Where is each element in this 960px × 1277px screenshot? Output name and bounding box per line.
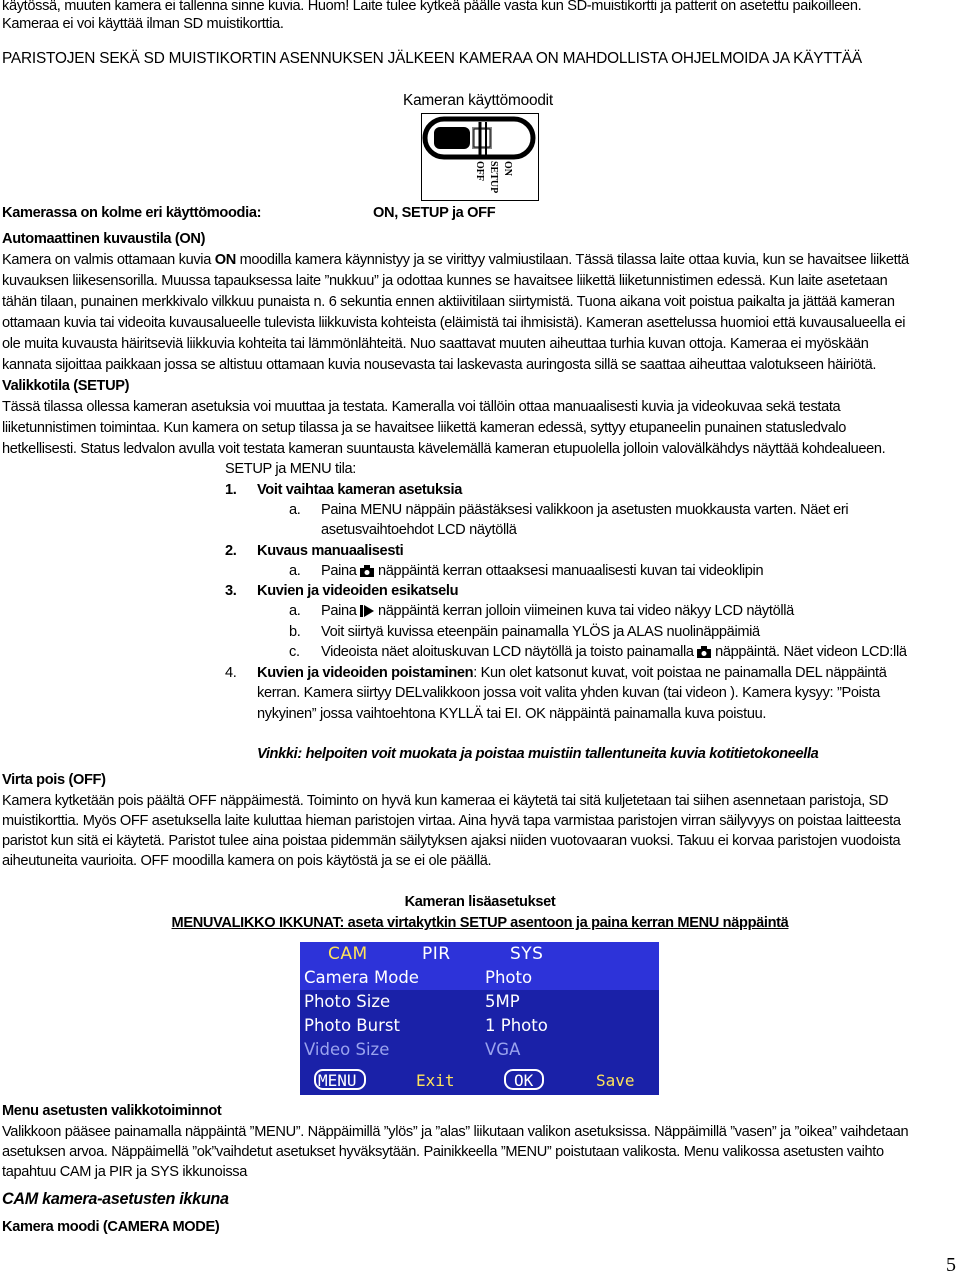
list-item-title: Kuvien ja videoiden esikatselu bbox=[257, 583, 459, 599]
text-line: asetuksen arvoa. Näppäimellä ”ok”vaihdetut asetukset hyväksytään. Painikkeella ”MENU” poistutaan valikosta. Menu valikossa asetusten vaihto bbox=[2, 1144, 884, 1160]
list-number: 1. bbox=[225, 482, 237, 498]
setting-label: Camera Mode bbox=[304, 968, 419, 987]
text-line: muistikorttia. Myös OFF asetuksella laite kuluttaa hieman paristojen virtaa. Aina hyvä tapa varmistaa paristojen virran säilyvyys on poistaa laitteesta bbox=[2, 813, 901, 829]
list-number: 4. bbox=[225, 665, 237, 681]
camera-mode-heading: Kamera moodi (CAMERA MODE) bbox=[2, 1219, 220, 1235]
text-line: ottamaan kuvia tai videoita kuvausalueelle tulevista liikkuvista kohteista (eläimistä tai ihmisistä). Kameran asettelussa huomioi että kuvausalueella ei bbox=[2, 315, 906, 331]
setup-menu-title: SETUP ja MENU tila: bbox=[225, 461, 356, 477]
list-letter: a. bbox=[289, 603, 301, 619]
mode-switch-image bbox=[421, 113, 539, 201]
menu-functions-heading: Menu asetusten valikkotoiminnot bbox=[2, 1103, 222, 1119]
extra-subtitle: MENUVALIKKO IKKUNAT: aseta virtakytkin SETUP asentoon ja paina kerran MENU näppäintä bbox=[171, 915, 789, 931]
setting-label: Video Size bbox=[304, 1040, 390, 1059]
switch-label-setup: SETUP bbox=[488, 161, 499, 194]
cam-window-heading: CAM kamera-asetusten ikkuna bbox=[2, 1190, 229, 1208]
list-letter: c. bbox=[289, 644, 300, 660]
camera-menu-screen bbox=[300, 942, 659, 1095]
setting-label: Photo Size bbox=[304, 992, 391, 1011]
list-item-text: Paina näppäintä kerran jolloin viimeinen kuva tai video näkyy LCD näytöllä bbox=[321, 603, 794, 619]
text-line: aiheutuneita vaurioita. OFF moodilla kamera on pois käytöstä ja se ei ole päällä. bbox=[2, 853, 492, 869]
switch-label-off: OFF bbox=[474, 161, 485, 181]
list-letter: b. bbox=[289, 624, 301, 640]
text-line: ole muita kuvausta häiritseviä liikkuvia kohteita tai lämmönlähteitä. Nuo saattavat muuten aiheuttaa turhia kuvan ottoja. Kameraa ei myöskään bbox=[2, 336, 869, 352]
on-heading: Automaattinen kuvaustila (ON) bbox=[2, 231, 206, 247]
slider-switch-icon bbox=[422, 114, 537, 199]
menu-settings-list bbox=[300, 966, 659, 1066]
menu-footer bbox=[300, 1066, 659, 1095]
list-letter: a. bbox=[289, 563, 301, 579]
tip-text: Vinkki: helpoiten voit muokata ja poistaa muistiin tallentuneita kuvia kotitietokoneella bbox=[257, 746, 819, 762]
page-number: 5 bbox=[946, 1254, 956, 1276]
camera-icon bbox=[360, 565, 374, 577]
list-item-text: asetusvaihtoehdot LCD näytöllä bbox=[321, 522, 517, 538]
setting-value: Photo bbox=[485, 968, 533, 987]
modes-list: ON, SETUP ja OFF bbox=[373, 205, 496, 221]
list-number: 2. bbox=[225, 543, 237, 559]
list-item-text: Videoista näet aloituskuvan LCD näytöllä ja toisto painamalla näppäintä. Näet videon LCD:llä bbox=[321, 644, 907, 660]
setup-heading: Valikkotila (SETUP) bbox=[2, 378, 130, 394]
ok-key-label[interactable]: OK bbox=[514, 1071, 534, 1090]
modes-intro: Kamerassa on kolme eri käyttömoodia: bbox=[2, 205, 262, 221]
menu-key-label[interactable]: MENU bbox=[318, 1071, 357, 1090]
setting-label: Photo Burst bbox=[304, 1016, 400, 1035]
section-heading: PARISTOJEN SEKÄ SD MUISTIKORTIN ASENNUKSEN JÄLKEEN KAMERAA ON MAHDOLLISTA OHJELMOIDA JA KÄYTTÄÄ bbox=[2, 50, 862, 67]
list-item-title: Kuvaus manuaalisesti bbox=[257, 543, 404, 559]
text-line: hetkellisesti. Status ledvalon avulla voit testata kameran suuntausta kävelemällä kameran etupuolella jolloin valovälkähdys näyttää kohdealueen. bbox=[2, 441, 886, 457]
list-item-text: kerran. Kamera siirtyy DELvalikkoon jossa voit valita yhden kuvan (tai videon ). Kamera kysyy: ”Poista bbox=[257, 685, 880, 701]
text-line: tapahtuu CAM ja PIR ja SYS ikkunoissa bbox=[2, 1164, 247, 1180]
text-line: Kamera on valmis ottamaan kuvia ON moodilla kamera käynnistyy ja se virittyy valmiustilaan. Tässä tilassa laite ottaa kuvia, kun se havaitsee liikettä bbox=[2, 252, 909, 268]
extra-title: Kameran lisäasetukset bbox=[404, 894, 556, 910]
tab-pir[interactable]: PIR bbox=[422, 944, 451, 964]
text-line: tähän tilaan, punainen merkkivalo vilkkuu punaista n. 6 sekuntia ennen aktiivitilaan siirtymistä. Tuona aikana voit poistua paikalta ja jättää kameran bbox=[2, 294, 895, 310]
text-line: paristot kun sitä ei käytetä. Paristot tulee aina poistaa pidemmän säilytyksen ajaksi niiden vuotovaaran vuoksi. Takuu ei korvaa paristojen vuodoista bbox=[2, 833, 901, 849]
switch-label-on: ON bbox=[502, 161, 513, 176]
setting-value: VGA bbox=[485, 1040, 521, 1059]
list-item-text: Paina näppäintä kerran ottaaksesi manuaalisesti kuvan tai videoklipin bbox=[321, 563, 764, 579]
exit-key-label[interactable]: Exit bbox=[416, 1071, 455, 1090]
text-line: Valikkoon pääsee painamalla näppäintä ”MENU”. Näppäimillä ”ylös” ja ”alas” liikutaan valikon asetuksissa. Näppäimillä ”vasen” ja ”oikea” vaihdetaan bbox=[2, 1124, 909, 1140]
save-key-label[interactable]: Save bbox=[596, 1071, 635, 1090]
text-line: Kameraa ei voi käyttää ilman SD muistikorttia. bbox=[2, 16, 284, 32]
off-heading: Virta pois (OFF) bbox=[2, 772, 106, 788]
setting-value: 1 Photo bbox=[485, 1016, 548, 1035]
text-line: kuvauksen liikesensorilla. Muussa tapauksessa laite ”nukkuu” ja odottaa kunnes se havaitsee liikettä liiketunnistimen edessä. Kun laite asetetaan bbox=[2, 273, 888, 289]
text-line: käytössä, muuten kamera ei tallenna sinne kuvia. Huom! Laite tulee kytkeä päälle vasta kun SD-muistikortti ja patterit on asetettu paikoilleen. bbox=[2, 0, 862, 14]
menu-row-photo-burst[interactable] bbox=[300, 1014, 659, 1038]
list-item-text: Voit siirtyä kuvissa eteenpäin painamalla YLÖS ja ALAS nuolinäppäimiä bbox=[321, 624, 760, 640]
tab-cam[interactable]: CAM bbox=[328, 944, 368, 964]
camera-icon bbox=[697, 646, 711, 658]
list-item-text: Kuvien ja videoiden poistaminen: Kun olet katsonut kuvat, voit poistaa ne painamalla DEL näppäintä bbox=[257, 665, 887, 681]
menu-tab-bar bbox=[300, 942, 659, 966]
list-item-text: Paina MENU näppäin päästäksesi valikkoon ja asetusten muokkausta varten. Näet eri bbox=[321, 502, 849, 518]
list-item-text: nykyinen” jossa vaihtoehtona KYLLÄ tai EI. OK näppäintä painamalla kuva poistuu. bbox=[257, 706, 767, 722]
text-line: kannata sijoittaa paikkaan jossa se altistuu ottamaan kuvia nousevasta tai laskevasta auringosta sillä se saattaa aiheuttaa valotukseen häiriötä. bbox=[2, 357, 877, 373]
menu-row-video-size[interactable] bbox=[300, 1038, 659, 1062]
list-item-title: Voit vaihtaa kameran asetuksia bbox=[257, 482, 462, 498]
modes-title: Kameran käyttömoodit bbox=[403, 92, 553, 109]
setting-value: 5MP bbox=[485, 992, 520, 1011]
list-letter: a. bbox=[289, 502, 301, 518]
menu-row-photo-size[interactable] bbox=[300, 990, 659, 1014]
list-number: 3. bbox=[225, 583, 237, 599]
menu-row-camera-mode[interactable] bbox=[300, 966, 659, 990]
text-line: Kamera kytketään pois päältä OFF näppäimestä. Toiminto on hyvä kun kameraa ei käytetä tai sitä kuljetetaan tai siihen asennetaan paristoja, SD bbox=[2, 793, 889, 809]
text-line: liiketunnistimen toimintaa. Kun kamera on setup tilassa ja se havaitsee liikettä kameran edessä, syttyy etupaneelin punainen statusledvalo bbox=[2, 420, 847, 436]
play-icon bbox=[360, 605, 374, 617]
text-line: Tässä tilassa ollessa kameran asetuksia voi muuttaa ja testata. Kameralla voi tällöin ottaa manuaalisesti kuvia ja videokuvaa sekä testata bbox=[2, 399, 841, 415]
tab-sys[interactable]: SYS bbox=[510, 944, 544, 964]
